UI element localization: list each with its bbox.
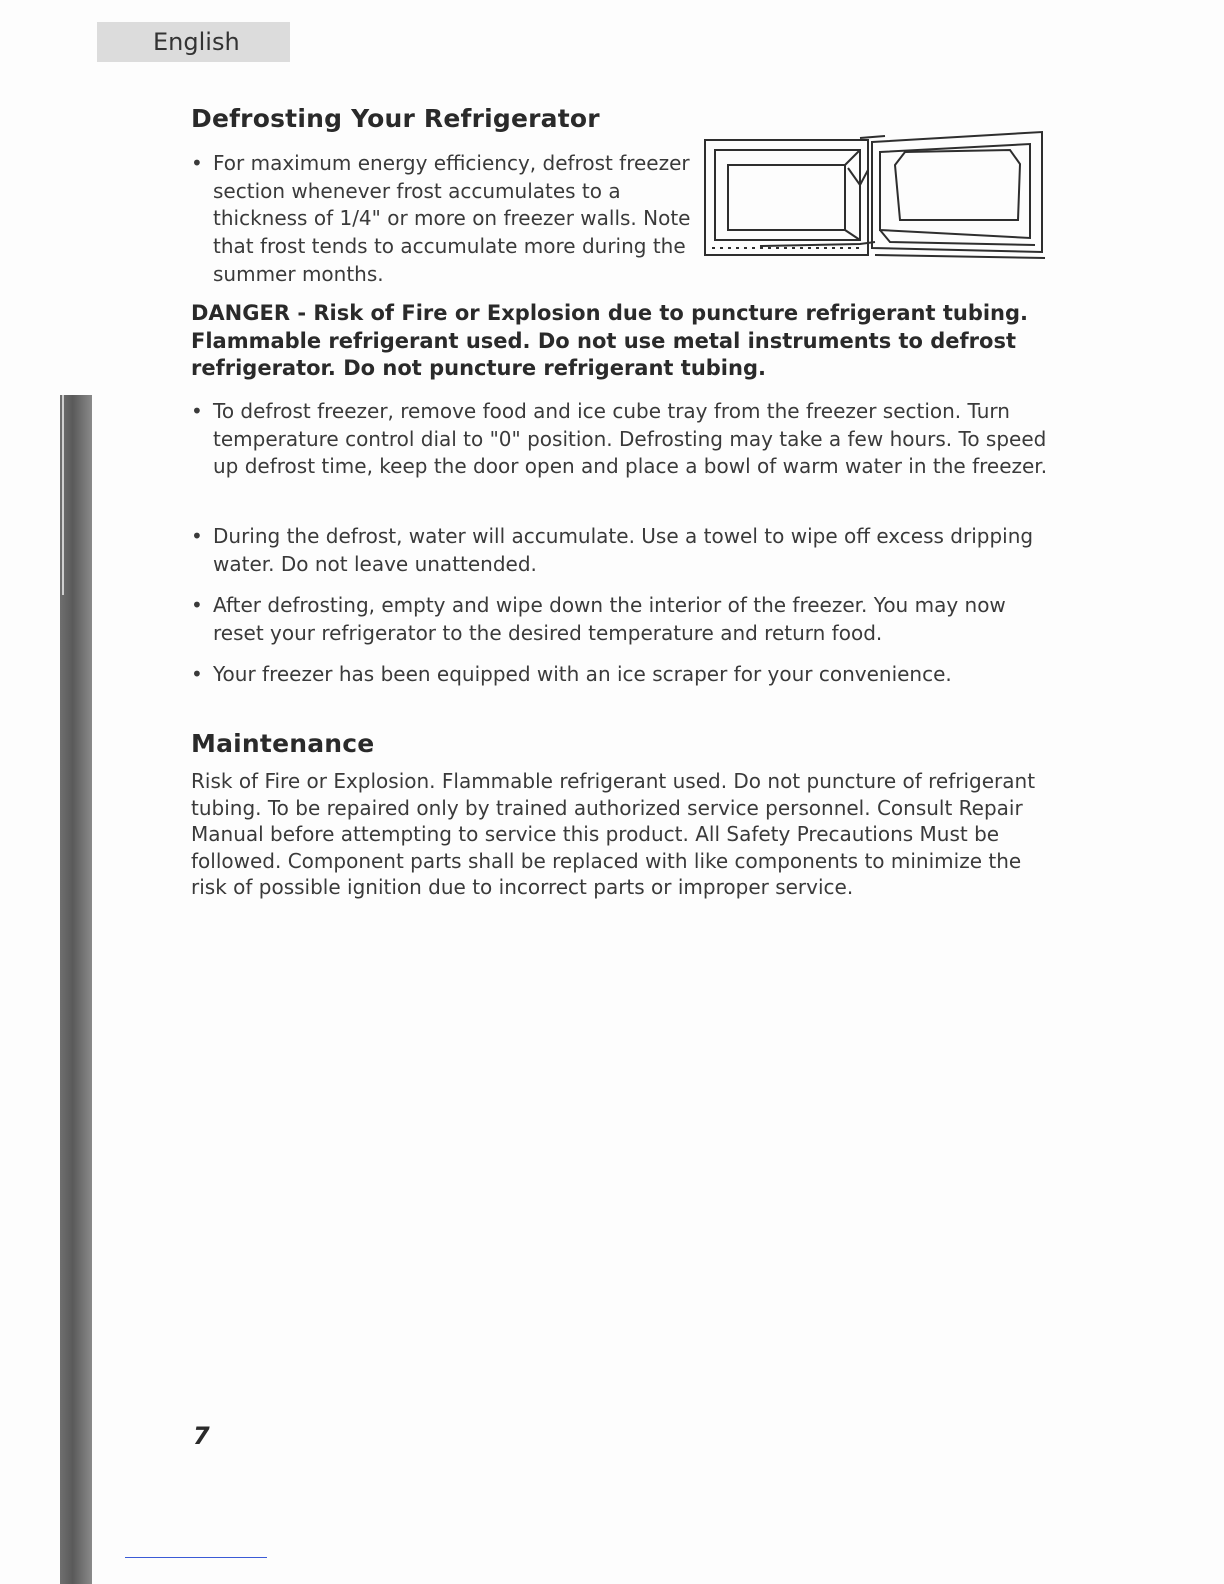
freezer-cabinet (705, 140, 868, 255)
bullet-after-defrosting: • After defrosting, empty and wipe down the interior of the freezer. You may now reset your refrigerator to the desired temperature and return food. (191, 592, 1051, 647)
freezer-open-door-illustration (700, 130, 1046, 262)
page-number: 7 (193, 1422, 210, 1450)
section-title-maintenance: Maintenance (191, 729, 375, 758)
bullet-water-accumulation: • During the defrost, water will accumulate. Use a towel to wipe off excess dripping water. Do not leave unattended. (191, 523, 1051, 578)
bullet-frost-thickness: • For maximum energy efficiency, defrost freezer section whenever frost accumulates to a thickness of 1/4" or more on freezer walls. Note that frost tends to accumulate more during the summer months. (191, 150, 701, 289)
scan-edge-line (62, 395, 64, 595)
scan-binding-edge (60, 395, 92, 1584)
language-tab: English (97, 22, 290, 62)
bullet-defrost-steps: • To defrost freezer, remove food and ice cube tray from the freezer section. Turn temperature control dial to "0" position. Defrosting may take a few hours. To speed up defrost time, keep the door open and place a bowl of warm water in the freezer. (191, 398, 1051, 481)
bullet-ice-scraper: • Your freezer has been equipped with an ice scraper for your convenience. (191, 661, 1051, 689)
bottom-rule (125, 1557, 267, 1558)
maintenance-text: Risk of Fire or Explosion. Flammable refrigerant used. Do not puncture of refrigerant tubing. To be repaired only by trained authorized service personnel. Consult Repair Manual before attempting to service this product. All Safety Precautions Must be followed. Component parts shall be replaced with like components to minimize the risk of possible ignition due to incorrect parts or improper service. (191, 769, 1036, 899)
freezer-compartment (715, 150, 860, 240)
section-title-defrosting: Defrosting Your Refrigerator (191, 104, 600, 133)
danger-warning: DANGER - Risk of Fire or Explosion due to puncture refrigerant tubing. Flammable refrigerant used. Do not use metal instruments to defrost refrigerator. Do not puncture refrigerant tubing. (191, 301, 1029, 380)
